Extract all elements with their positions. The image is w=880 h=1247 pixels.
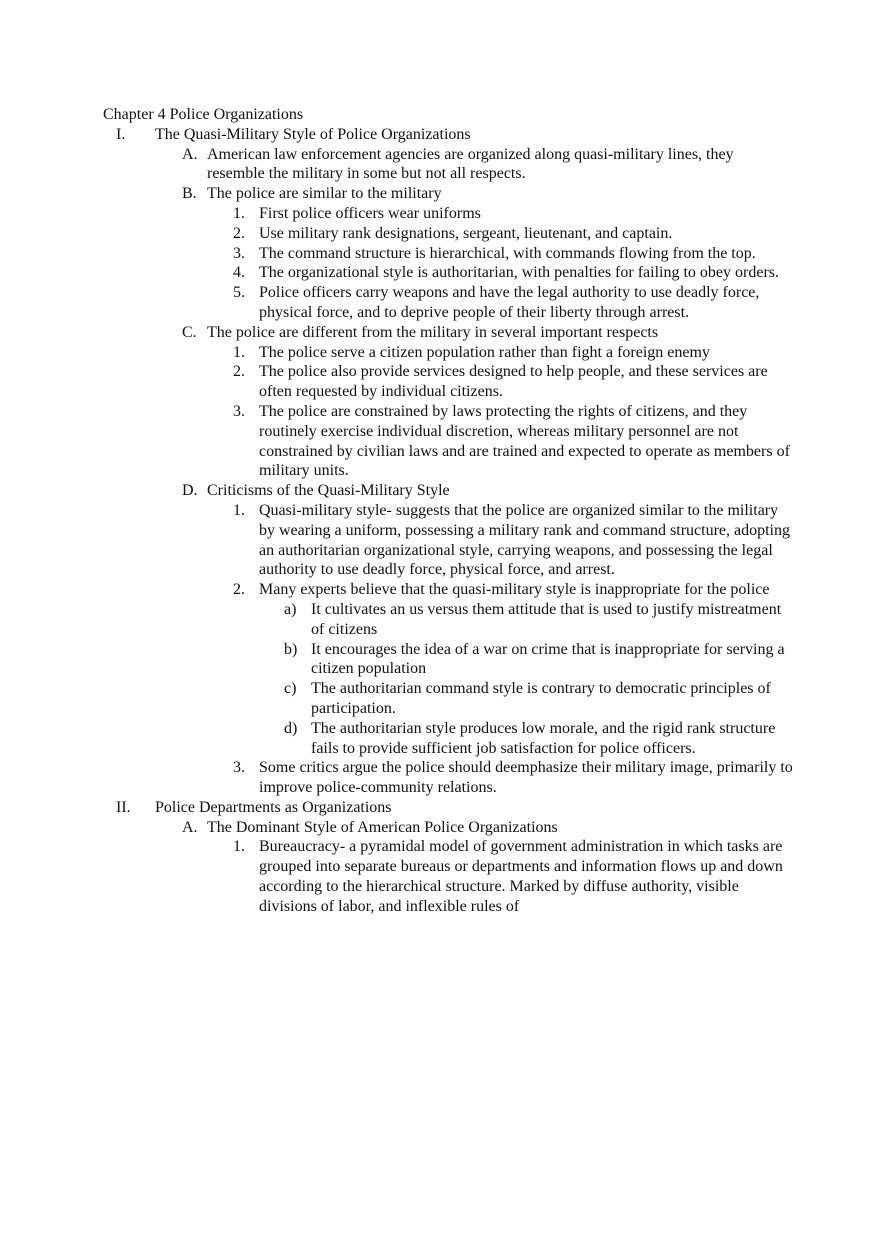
item-marker: 5. [233,284,245,302]
section-heading-text: The Quasi-Military Style of Police Organizations [155,125,471,143]
item-marker: 3. [233,244,245,262]
item-text: First police officers wear uniforms [259,204,481,222]
item-text: The organizational style is authoritarian, with penalties for failing to obey orders. [259,264,779,282]
outline-subitem [103,283,793,323]
outline-subitem [103,244,793,264]
item-marker: c) [284,680,297,698]
item-marker: 1. [233,501,245,519]
section-heading [103,125,793,145]
chapter-title: Chapter 4 Police Organizations [103,106,304,123]
outline-subitem [103,580,793,600]
outline-subitem [103,204,793,224]
outline-item [103,145,793,185]
item-marker: d) [284,719,298,737]
item-text: It encourages the idea of a war on crime that is inappropriate for serving a citizen population [311,640,785,678]
item-marker: 2. [233,224,245,242]
item-text: Some critics argue the police should deemphasize their military image, primarily to improve police-community relations. [259,759,793,797]
item-marker: 3. [233,759,245,777]
outline-subsubitem [103,679,793,719]
item-marker: a) [284,600,297,618]
item-text: The police are different from the military in several important respects [207,323,659,341]
item-marker: 1. [233,204,245,222]
item-text: Quasi-military style- suggests that the police are organized similar to the military by wearing a uniform, possessing a military rank and command structure, adopting an authoritarian organizational style, carrying weapons, and possessing the legal authority to use deadly force, physical force, and arrest. [259,501,790,579]
item-marker: 1. [233,343,245,361]
outline-subsubitem [103,640,793,680]
item-text: The authoritarian style produces low morale, and the rigid rank structure fails to provide sufficient job satisfaction for police officers. [311,719,776,757]
outline-subitem [103,758,793,798]
item-text: Police officers carry weapons and have the legal authority to use deadly force, physical force, and to deprive people of their liberty through arrest. [259,284,760,321]
outline-subitem [103,402,793,481]
item-text: Criticisms of the Quasi-Military Style [207,482,450,500]
item-marker: C. [182,323,197,341]
outline-subitem [103,343,793,363]
item-marker: 3. [233,402,245,420]
outline-body [103,105,793,917]
outline-subitem [103,501,793,580]
item-text: The Dominant Style of American Police Organizations [207,818,558,836]
item-text: The authoritarian command style is contrary to democratic principles of participation. [311,680,771,717]
item-marker: B. [182,185,197,203]
item-text: The police are similar to the military [207,185,442,203]
item-text: The police serve a citizen population rather than fight a foreign enemy [259,343,710,361]
item-text: The police are constrained by laws protecting the rights of citizens, and they routinely exercise individual discretion, whereas military personnel are not constrained by civilian laws and are trained and expected to operate as members of military units. [259,402,790,480]
outline-item [103,481,793,501]
item-text: Bureaucracy- a pyramidal model of government administration in which tasks are grouped into separate bureaus or departments and information flows up and down according to the hierarchical structure. Marked by diffuse authority, visible divisions of labor, and inflexible rules of [259,838,783,915]
section-heading-text: Police Departments as Organizations [155,798,392,816]
outline-item [103,323,793,343]
outline-item [103,184,793,204]
outline-subsubitem [103,719,793,759]
item-marker: A. [182,818,198,836]
outline-subitem [103,362,793,402]
item-marker: 1. [233,838,245,856]
outline-subitem [103,263,793,283]
item-text: Use military rank designations, sergeant, lieutenant, and captain. [259,224,673,242]
item-text: Many experts believe that the quasi-military style is inappropriate for the police [259,581,770,599]
outline-subitem [103,837,793,916]
item-marker: 2. [233,363,245,381]
item-marker: 4. [233,264,245,282]
item-marker: D. [182,482,198,500]
item-marker: 2. [233,581,245,599]
item-text: The command structure is hierarchical, with commands flowing from the top. [259,244,756,262]
item-marker: A. [182,145,198,163]
section-heading [103,798,793,818]
item-marker: b) [284,640,298,658]
outline-item [103,818,793,838]
roman-marker: II. [116,798,131,816]
item-text: The police also provide services designed to help people, and these services are often requested by individual citizens. [259,363,768,401]
outline-subsubitem [103,600,793,640]
outline-subitem [103,224,793,244]
item-text: American law enforcement agencies are organized along quasi-military lines, they resemble the military in some but not all respects. [207,145,734,183]
item-text: It cultivates an us versus them attitude that is used to justify mistreatment of citizens [311,600,782,638]
roman-marker: I. [116,125,126,143]
